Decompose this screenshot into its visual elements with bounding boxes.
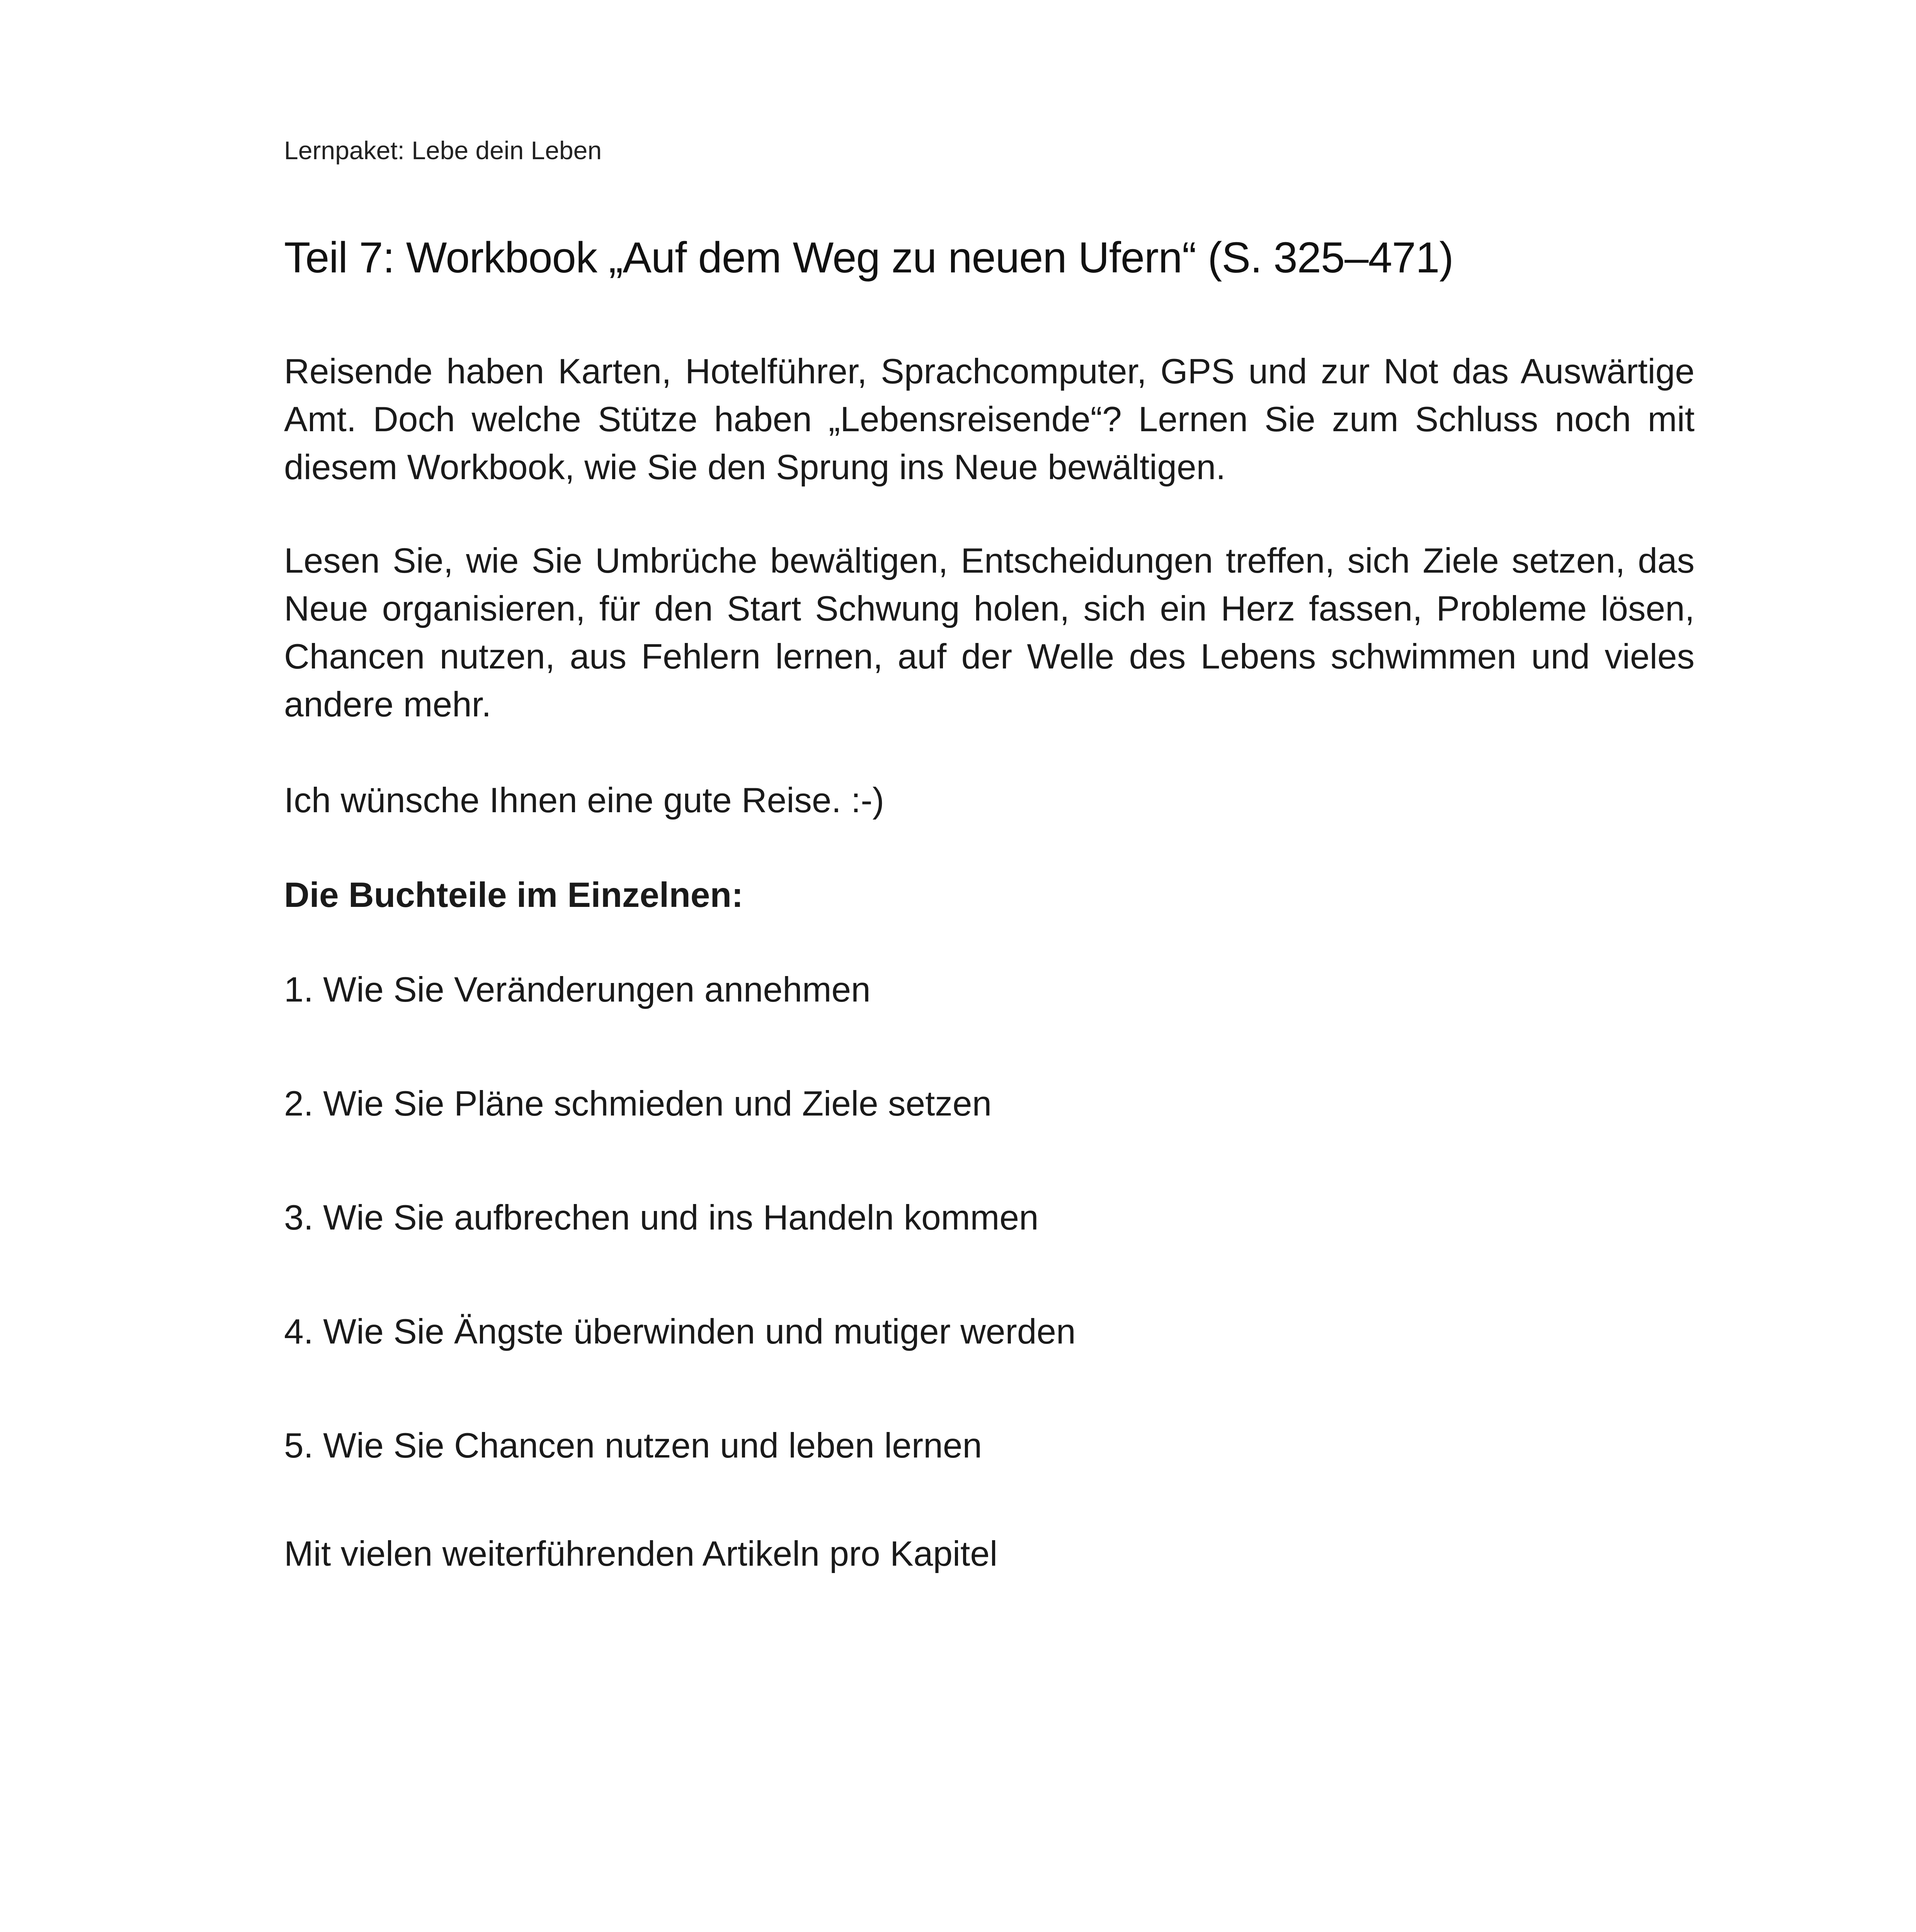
list-item: 4. Wie Sie Ängste überwinden und mutiger werden — [284, 1312, 1076, 1351]
list-item: 3. Wie Sie aufbrechen und ins Handeln kommen — [284, 1198, 1039, 1237]
running-header: Lernpaket: Lebe dein Leben — [284, 136, 602, 165]
description-paragraph: Lesen Sie, wie Sie Umbrüche bewältigen, Entscheidungen treffen, sich Ziele setzen, das Neue organisieren, für den Start Schwung holen, sich ein Herz fassen, Probleme lösen, Chancen nutzen, aus Fehlern lernen, auf der Welle des Lebens schwimmen und vieles andere mehr. — [284, 541, 1695, 724]
intro-paragraph: Reisende haben Karten, Hotelführer, Sprachcomputer, GPS und zur Not das Auswärtige Amt. Doch welche Stütze haben „Lebensreisende“? Lernen Sie zum Schluss noch mit diesem Workbook, wie Sie den Sprung ins Neue bewältigen. — [284, 352, 1695, 487]
list-item: 1. Wie Sie Veränderungen annehmen — [284, 970, 871, 1009]
section-subheading: Die Buchteile im Einzelnen: — [284, 876, 744, 915]
page-title: Teil 7: Workbook „Auf dem Weg zu neuen Ufern“ (S. 325–471) — [284, 233, 1453, 282]
book-parts-list — [284, 966, 1076, 1536]
closing-line: Mit vielen weiterführenden Artikeln pro Kapitel — [284, 1534, 998, 1573]
greeting-paragraph: Ich wünsche Ihnen eine gute Reise. :-) — [284, 781, 884, 820]
list-item: 5. Wie Sie Chancen nutzen und leben lernen — [284, 1426, 982, 1465]
list-item: 2. Wie Sie Pläne schmieden und Ziele setzen — [284, 1084, 992, 1123]
